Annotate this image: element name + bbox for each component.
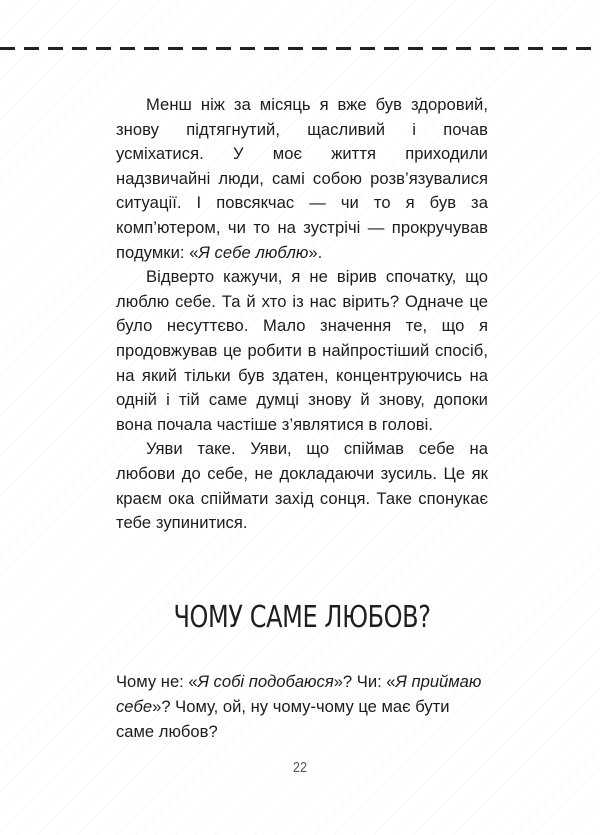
paragraph xyxy=(116,93,488,265)
page-number: 22 xyxy=(292,759,308,776)
paragraph-text: Менш ніж за місяць я вже був здоровий, знову підтягнутий, щасливий і почав усміхатися. У моє життя приходили надзвичайні люди, самі собою розв’язувалися ситуації. І повсякчас — чи то я був за комп’ютером, чи то на зустрічі — прокручував подумки: « xyxy=(116,95,488,262)
italic-quote: Я себе люблю xyxy=(198,242,309,262)
paragraph-text: Чому не: « xyxy=(116,672,198,691)
paragraph xyxy=(116,669,488,744)
paragraph: Відверто кажучи, я не вірив спочатку, що люблю себе. Та й хто із нас вірить? Одначе це було несуттєво. Мало значення те, що я продовжував це робити в найпростіший спосіб, на який тільки був здатен, концентруючись на одній і тій саме думці знову й знову, допоки вона почала частіше з’являтися в голові. xyxy=(116,267,488,434)
body-text xyxy=(116,93,488,536)
closing-paragraph xyxy=(116,669,488,744)
dashed-separator xyxy=(0,47,600,50)
section-heading: ЧОМУ САМЕ ЛЮБОВ? xyxy=(173,600,431,635)
paragraph-text: »? Чому, ой, ну чому-чому це має бути саме любов? xyxy=(116,697,450,741)
paragraph-text: ». xyxy=(308,242,323,262)
paragraph-text: »? Чи: « xyxy=(333,672,396,691)
paragraph: Уяви таке. Уяви, що спіймав себе на любови до себе, не докладаючи зусиль. Це як краєм ока спіймати захід сонця. Таке спонукає тебе зупинитися. xyxy=(116,439,488,533)
italic-quote: Я собі подобаюся xyxy=(197,672,334,691)
italic-quote: Я приймаю себе xyxy=(116,672,482,716)
